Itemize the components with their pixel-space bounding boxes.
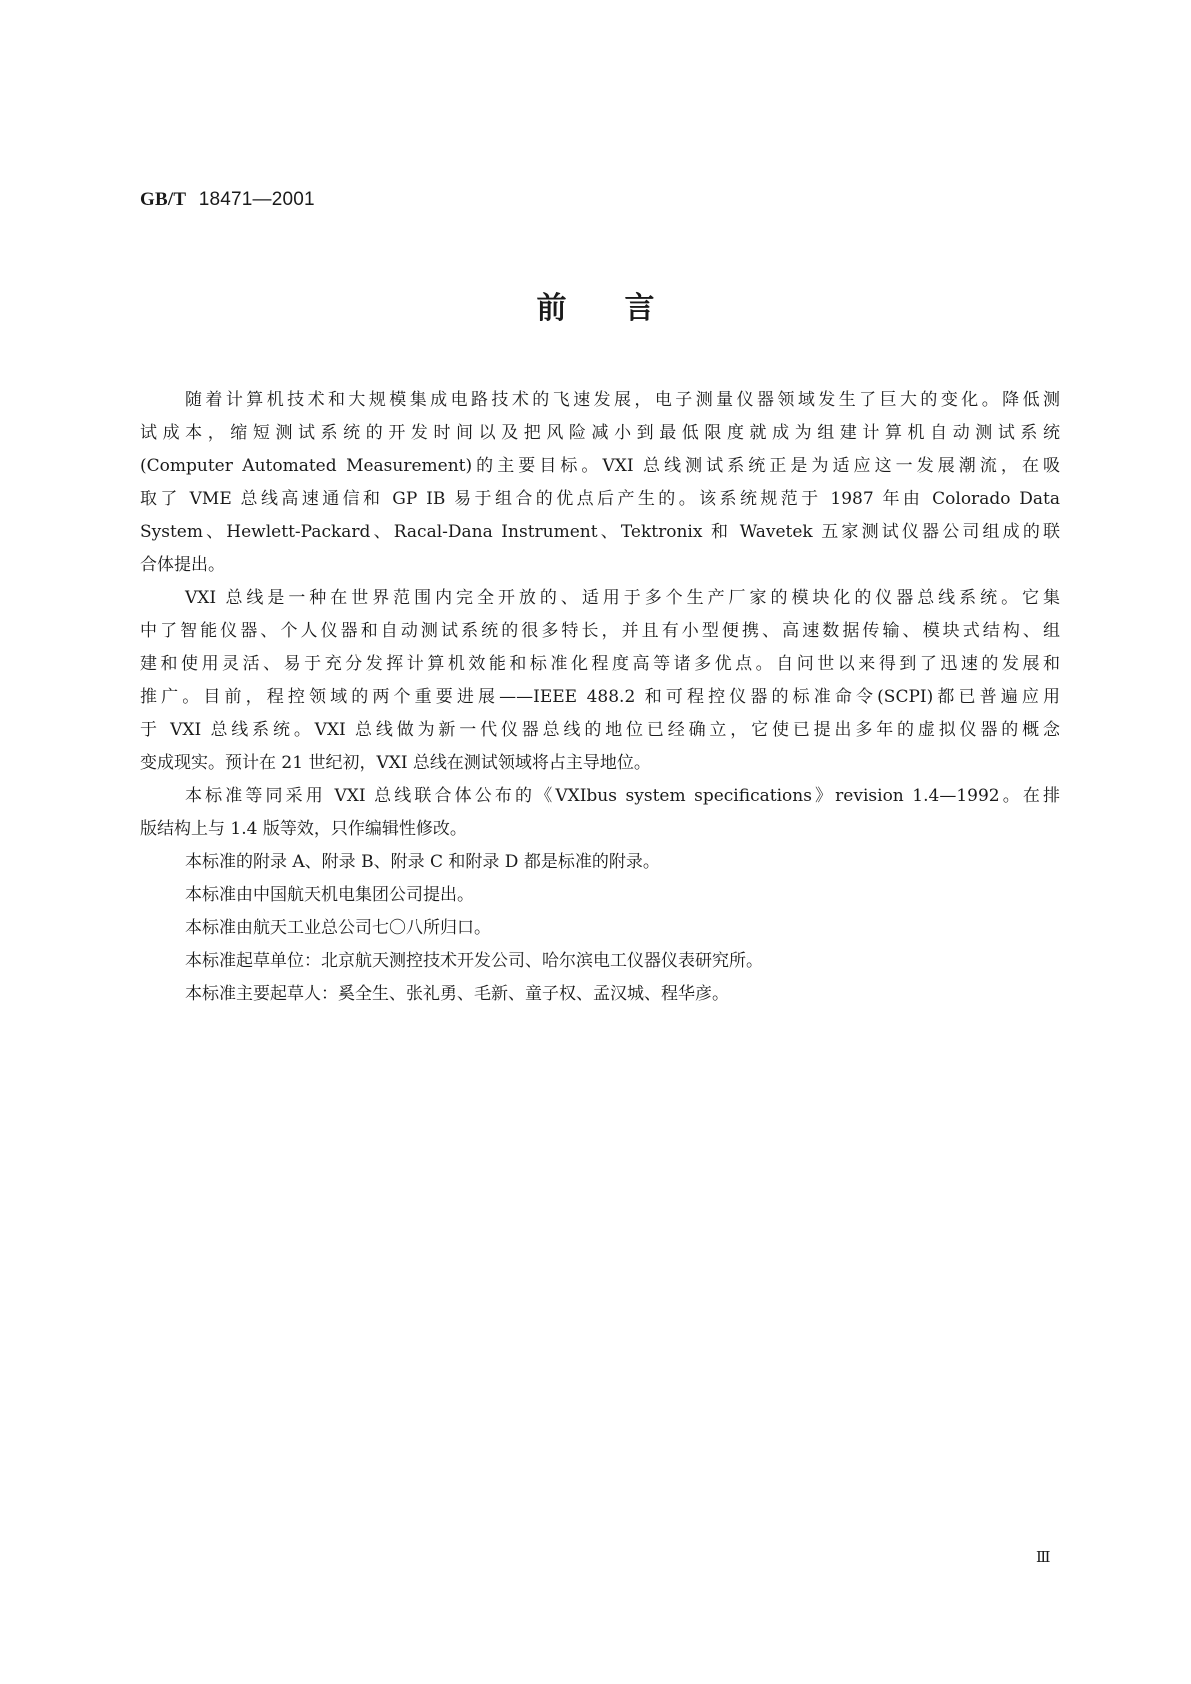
paragraph-line: 本标准由中国航天机电集团公司提出。: [185, 885, 474, 905]
paragraph-vxi-bus: [140, 582, 1060, 780]
paragraph-line: 合体提出。: [140, 555, 225, 575]
paragraph-proposer: [140, 879, 1060, 912]
paragraph-line: 版结构上与 1.4 版等效，只作编辑性修改。: [140, 819, 467, 839]
paragraph-line: 本标准由航天工业总公司七〇八所归口。: [185, 918, 491, 938]
paragraph-appendices: [140, 846, 1060, 879]
paragraph-line: VXI 总线是一种在世界范围内完全开放的、适用于多个生产厂家的模块化的仪器总线系统。它集: [185, 588, 1060, 608]
paragraph-background: [140, 384, 1060, 582]
standard-number: 18471—2001: [198, 189, 315, 210]
paragraph-line: (Computer Automated Measurement)的主要目标。VXI 总线测试系统正是为适应这一发展潮流，在吸: [140, 456, 1060, 476]
paragraph-line: 建和使用灵活、易于充分发挥计算机效能和标准化程度高等诸多优点。自问世以来得到了迅速的发展和: [140, 654, 1060, 674]
paragraph-line: 本标准的附录 A、附录 B、附录 C 和附录 D 都是标准的附录。: [185, 852, 660, 872]
paragraph-drafting-units: [140, 945, 1060, 978]
foreword-body: [140, 384, 1060, 1011]
page-number: Ⅲ: [1036, 1550, 1051, 1566]
paragraph-administrator: [140, 912, 1060, 945]
page-title: 前言: [536, 291, 713, 326]
paragraph-line: 本标准主要起草人：奚全生、张礼勇、毛新、童子权、孟汉城、程华彦。: [185, 984, 729, 1004]
paragraph-line: 中了智能仪器、个人仪器和自动测试系统的很多特长，并且有小型便携、高速数据传输、模块式结构、组: [140, 621, 1060, 641]
paragraph-line: 本标准等同采用 VXI 总线联合体公布的《VXIbus system specifications》revision 1.4—1992。在排: [185, 786, 1060, 806]
paragraph-line: 于 VXI 总线系统。VXI 总线做为新一代仪器总线的地位已经确立，它使已提出多年的虚拟仪器的概念: [140, 720, 1060, 740]
paragraph-line: 推广。目前，程控领域的两个重要进展——IEEE 488.2 和可程控仪器的标准命令(SCPI)都已普遍应用: [140, 687, 1060, 707]
paragraph-line: 本标准起草单位：北京航天测控技术开发公司、哈尔滨电工仪器仪表研究所。: [185, 951, 763, 971]
paragraph-adoption: [140, 780, 1060, 846]
paragraph-line: 试成本，缩短测试系统的开发时间以及把风险减小到最低限度就成为组建计算机自动测试系统: [140, 423, 1060, 443]
paragraph-drafters: [140, 978, 1060, 1011]
paragraph-line: 随着计算机技术和大规模集成电路技术的飞速发展，电子测量仪器领域发生了巨大的变化。降低测: [185, 390, 1060, 410]
paragraph-line: 变成现实。预计在 21 世纪初，VXI 总线在测试领域将占主导地位。: [140, 753, 651, 773]
paragraph-line: 取了 VME 总线高速通信和 GP IB 易于组合的优点后产生的。该系统规范于 1987 年由 Colorado Data: [140, 489, 1060, 509]
standard-code: [140, 188, 315, 211]
paragraph-line: System、Hewlett-Packard、Racal-Dana Instrument、Tektronix 和 Wavetek 五家测试仪器公司组成的联: [140, 522, 1060, 542]
standard-prefix: GB/T: [140, 189, 187, 210]
